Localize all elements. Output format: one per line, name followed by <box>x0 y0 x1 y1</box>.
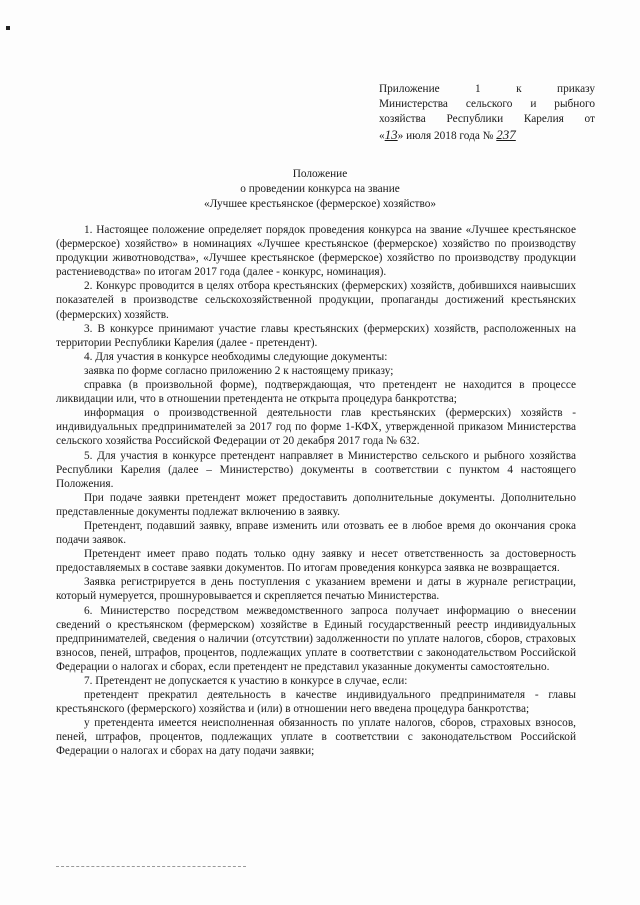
paragraph: 3. В конкурсе принимают участие главы крестьянских (фермерских) хозяйств, расположенных на территории Республики Карелия (далее - претендент). <box>56 322 576 349</box>
appendix-line-3: хозяйства Республики Карелия от <box>379 113 595 125</box>
title-line-3: «Лучшее крестьянское (фермерское) хозяйство» <box>203 198 437 210</box>
paragraph: справка (в произвольной форме), подтверждающая, что претендент не находится в процессе ликвидации или, что в отношении претендента не открыта процедура банкротства; <box>56 379 576 406</box>
document-body <box>56 223 576 759</box>
paragraph: 4. Для участия в конкурсе необходимы следующие документы: <box>84 350 388 363</box>
paragraph: При подаче заявки претендент может предоставить дополнительные документы. Дополнительно представленные документы подлежат включению в заявку. <box>56 491 576 518</box>
handwritten-day: 13 <box>384 127 398 142</box>
paragraph: 1. Настоящее положение определяет порядок проведения конкурса на звание «Лучшее крестьянское (фермерское) хозяйство» в номинациях «Лучшее крестьянское (фермерское) хозяйство по производству продукции животноводства», «Лучшее крестьянское (фермерское) хозяйство по производству продукции растениеводства» по итогам 2017 года (далее - конкурс, номинация). <box>56 224 576 279</box>
paragraph: 5. Для участия в конкурсе претендент направляет в Министерство сельского и рыбного хозяйства Республики Карелия (далее – Министерство) документы в соответствии с пунктом 4 настоящего Положения. <box>56 449 576 490</box>
appendix-block <box>379 82 595 144</box>
appendix-line-1: Приложение 1 к приказу <box>379 83 595 95</box>
paragraph: 2. Конкурс проводится в целях отбора крестьянских (фермерских) хозяйств, добившихся наивысших показателей в производстве сельскохозяйственной продукции, пропаганды достижений крестьянских (фермерских) хозяйств. <box>56 280 576 321</box>
appendix-month-year: июля 2018 года <box>406 130 480 142</box>
title-line-2: о проведении конкурса на звание <box>240 183 400 195</box>
paragraph: 7. Претендент не допускается к участию в конкурсе в случае, если: <box>84 675 408 687</box>
handwritten-number: 237 <box>496 127 516 142</box>
paragraph: информация о производственной деятельности глав крестьянских (фермерских) хозяйств - индивидуальных предпринимателей за 2017 год по форме 1-КФХ, утвержденной приказом Министерства сельского хозяйства Российской Федерации от 20 декабря 2017 года № 632. <box>56 407 576 448</box>
scan-mark <box>6 26 10 30</box>
paragraph: претендент прекратил деятельность в качестве индивидуального предпринимателя - главы крестьянского (фермерского) хозяйства и (или) в отношении него введена процедура банкротства; <box>56 689 576 716</box>
paragraph: заявка по форме согласно приложению 2 к настоящему приказу; <box>84 364 394 377</box>
paragraph: Претендент имеет право подать только одну заявку и несет ответственность за достоверность предоставляемых в составе заявки документов. По итогам проведения конкурса заявка не возвращается. <box>56 548 576 575</box>
footer-divider <box>56 866 246 867</box>
document-title <box>0 167 640 212</box>
appendix-line-2: Министерства сельского и рыбного <box>379 98 595 110</box>
paragraph: Претендент, подавший заявку, вправе изменить или отозвать ее в любое время до окончания срока подачи заявок. <box>56 519 576 547</box>
appendix-line-4: «13» июля 2018 года № 237 <box>379 127 516 142</box>
paragraph: у претендента имеется неисполненная обязанность по уплате налогов, сборов, страховых взносов, пеней, штрафов, процентов, подлежащих уплате в соответствии с законодательством Российской Федерации о налогах и сборах на дату подачи заявки; <box>56 717 576 758</box>
paragraph: 6. Министерство посредством межведомственного запроса получает информацию о внесении сведений о крестьянском (фермерском) хозяйстве в Единый государственный реестр индивидуальных предпринимателей, сведения о наличии (отсутствии) задолженности по уплате налогов, сборов, страховых взносов, пеней, штрафов, процентов, подлежащих уплате в соответствии с законодательством Российской Федерации о налогах и сборах, если претендент не представил указанные документы самостоятельно. <box>56 604 576 673</box>
paragraph: Заявка регистрируется в день поступления с указанием времени и даты в журнале регистрации, который нумеруется, прошнуровывается и скрепляется печатью Министерства. <box>56 576 576 603</box>
title-line-1: Положение <box>292 168 348 180</box>
